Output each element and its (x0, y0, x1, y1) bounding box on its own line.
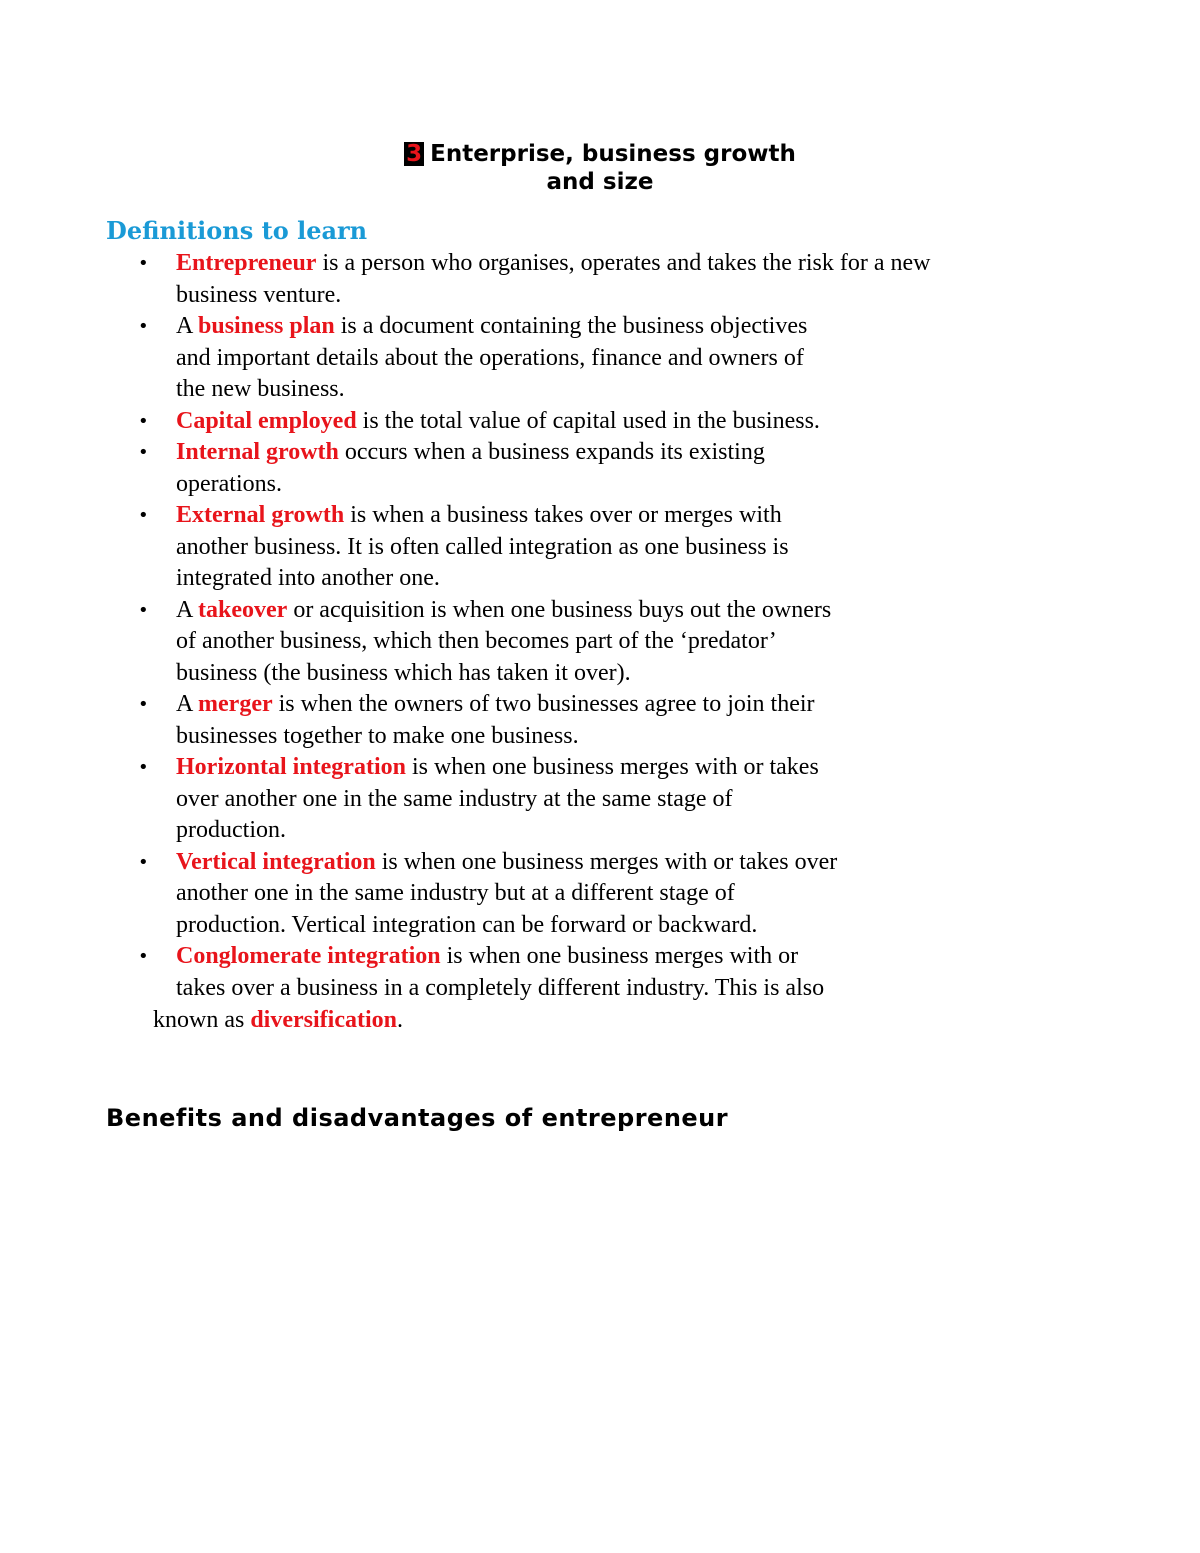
definition-pre: A (176, 313, 199, 339)
definition-term: Conglomerate integration (176, 943, 441, 969)
bullet-icon: • (138, 505, 149, 526)
title-line-2: and size (546, 169, 654, 195)
bullet-icon: • (138, 442, 149, 463)
definition-text: occurs when a business expands its existing (338, 439, 765, 465)
definition-item (132, 406, 1092, 438)
definition-item (132, 847, 1092, 942)
definition-continuation-line: over another one in the same industry at the same stage of (176, 785, 733, 812)
definition-item (132, 689, 1092, 752)
definition-text: is a person who organises, operates and takes the risk for a new (316, 250, 931, 276)
definition-text: is the total value of capital used in the business. (356, 407, 820, 434)
definition-line (176, 689, 1092, 721)
definition-text: is when a business takes over or merges with (344, 502, 782, 528)
definition-text: is when one business merges with or takes over (375, 848, 838, 875)
bullet-icon: • (138, 599, 149, 621)
definition-text: is when one business merges with or (440, 943, 799, 969)
definition-text: is a document containing the business objectives (334, 313, 808, 339)
definition-text: or acquisition is when one business buys out the owners (287, 596, 832, 623)
bullet-icon: • (138, 757, 149, 778)
tail-pre: known as (153, 1007, 251, 1033)
definition-term: Capital employed (176, 407, 357, 434)
definition-item (132, 248, 1092, 311)
page-title (0, 140, 1200, 196)
title-text-1: Enterprise, business growth (430, 141, 796, 167)
definition-continuation-line: of another business, which then becomes part of the ‘predator’ (176, 628, 777, 654)
definition-continuation-line: integrated into another one. (176, 565, 440, 591)
bullet-icon: • (138, 851, 149, 873)
definition-pre: A (176, 596, 199, 623)
definition-line (176, 752, 1092, 784)
definition-line (176, 406, 1092, 438)
definition-continuation-line: another business. It is often called integration as one business is (176, 533, 789, 560)
definition-continuation-line: another one in the same industry but at a different stage of (176, 880, 735, 906)
definition-line (176, 500, 1092, 532)
bullet-icon: • (138, 316, 149, 337)
definition-item (132, 437, 1092, 500)
chapter-number: 3 (406, 141, 423, 167)
definition-item (132, 311, 1092, 406)
definition-item (132, 595, 1092, 690)
definition-line (176, 847, 1092, 879)
definition-line (176, 311, 1092, 343)
definition-term: External growth (176, 502, 345, 528)
definition-text: is when one business merges with or takes (405, 754, 819, 780)
definition-pre: A (176, 691, 199, 717)
definition-continuation-line: business (the business which has taken it over). (176, 659, 631, 686)
definition-term: business plan (198, 313, 335, 339)
definition-term: Horizontal integration (176, 754, 406, 780)
definition-term: merger (198, 691, 273, 717)
definition-tail-line (153, 1005, 403, 1037)
definition-continuation-line: businesses together to make one business. (176, 722, 579, 749)
section-heading: Benefits and disadvantages of entrepreneur (106, 1104, 729, 1132)
definition-continuation-line: business venture. (176, 281, 342, 308)
definition-item (132, 500, 1092, 595)
definition-continuation-line: the new business. (176, 376, 345, 402)
title-line-1 (0, 140, 1200, 168)
definition-continuation-line: and important details about the operations, finance and owners of (176, 344, 804, 371)
definition-line (176, 941, 1092, 973)
definition-item (132, 941, 1092, 1004)
definition-line (176, 437, 1092, 469)
bullet-icon: • (138, 694, 149, 715)
definitions-list (132, 248, 1092, 1004)
definition-line (176, 595, 1092, 627)
bullet-icon: • (138, 253, 149, 274)
definition-term: Internal growth (176, 439, 339, 465)
tail-post: . (396, 1007, 403, 1033)
definition-term: Vertical integration (176, 848, 376, 875)
definition-term: takeover (198, 596, 288, 623)
definition-continuation-line: production. Vertical integration can be forward or backward. (176, 911, 758, 938)
definition-continuation-line: operations. (176, 470, 282, 497)
definition-term: Entrepreneur (176, 250, 317, 276)
term-diversification: diversification (250, 1007, 397, 1033)
definitions-heading: Definitions to learn (106, 216, 368, 245)
definition-continuation-line: takes over a business in a completely different industry. This is also (176, 974, 825, 1001)
bullet-icon: • (138, 946, 149, 967)
definition-continuation-line: production. (176, 817, 286, 843)
definition-item (132, 752, 1092, 847)
definition-text: is when the owners of two businesses agree to join their (272, 691, 815, 717)
bullet-icon: • (138, 410, 149, 432)
definition-line (176, 248, 1092, 280)
